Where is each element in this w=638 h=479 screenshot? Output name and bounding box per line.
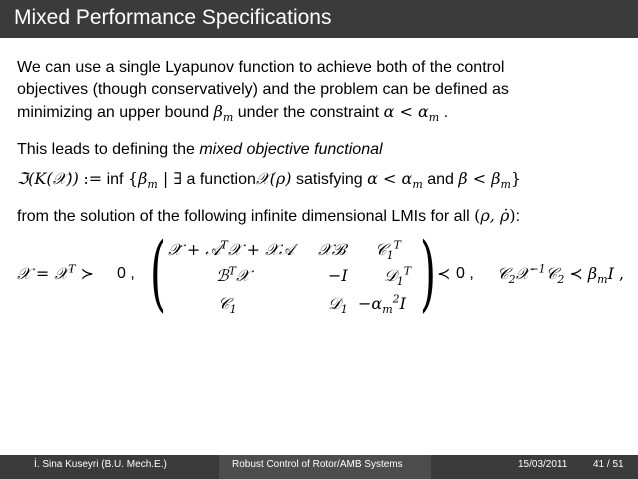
alpha-lt-alpham: $\alpha < \alpha_m$ xyxy=(367,169,423,192)
para3-text: from the solution of the following infinite dimensional LMIs for all xyxy=(17,208,470,225)
matrix-r3c3: $-\alpha_m^2I$ xyxy=(358,292,406,317)
title-bar xyxy=(0,0,638,38)
footer-author: İ. Sina Kuseyri (B.U. Mech.E.) xyxy=(34,459,167,470)
para3: from the solution of the following infinite dimensional LMIs for all (ρ, ρ̇): xyxy=(17,206,521,225)
lmi-third: 𝒞$_2$𝒳$^{-1}$𝒞$_2$ ≺ $\beta_mI$ , xyxy=(497,262,625,287)
footer-bar xyxy=(0,455,638,479)
matrix-left-paren: ( xyxy=(150,226,166,321)
para1-line2: objectives (though conservatively) and the problem can be defined as xyxy=(17,81,509,98)
functional-definition xyxy=(17,169,521,190)
para2-emphasis: mixed objective functional xyxy=(199,141,383,158)
func-text2: satisfying xyxy=(296,171,363,188)
lmi-zero-1: 0 , xyxy=(117,265,135,282)
func-and: and xyxy=(427,171,454,188)
x-of-rho: 𝒳(ρ) xyxy=(255,169,292,188)
para1-line3 xyxy=(17,102,448,123)
matrix-right-paren: ) xyxy=(420,226,436,321)
para2 xyxy=(17,140,383,160)
matrix-r3c2: 𝒟$_1$ xyxy=(328,294,348,317)
matrix-r2c2: −I xyxy=(328,266,348,285)
para2-pre: This leads to defining the xyxy=(17,141,200,158)
lmi-symmetric: 𝒳 = 𝒳$^T$ ≻ xyxy=(17,262,94,283)
matrix-r1c1: 𝒳̇ + 𝒜$^T$𝒳 + 𝒳𝒜 xyxy=(168,238,295,259)
matrix-r2c1: ℬ$^T$𝒳 xyxy=(216,264,250,285)
matrix-r1c3: 𝒞$_1^T$ xyxy=(375,238,402,263)
footer-page-number: 41 / 51 xyxy=(593,459,624,470)
set-open: {$\beta_m$ | ∃ xyxy=(127,169,183,192)
alpha-constraint: $\alpha < \alpha_m$ xyxy=(383,102,440,125)
matrix-r2c3: 𝒟$_1^T$ xyxy=(384,264,412,289)
para1-line3-pre: minimizing an upper bound xyxy=(17,104,214,121)
footer-date: 15/03/2011 xyxy=(518,459,568,470)
para1-line3-mid: under the constraint xyxy=(233,104,384,121)
inf-text: inf xyxy=(106,171,124,188)
beta-m-symbol: $\beta_m$ xyxy=(213,102,234,125)
matrix-r3c1: 𝒞$_1$ xyxy=(218,294,237,317)
footer-talk-title: Robust Control of Rotor/AMB Systems xyxy=(232,459,403,470)
para1-line3-end: . xyxy=(439,104,449,121)
beta-lt-betam: $\beta < \beta_m$} xyxy=(458,169,522,192)
func-text1: a function xyxy=(186,171,256,188)
slide-title: Mixed Performance Specifications xyxy=(14,6,332,29)
lmi-zero-2: 0 , xyxy=(456,265,474,282)
para1-line1: We can use a single Lyapunov function to achieve both of the control xyxy=(17,59,505,76)
rho-rhodot: (ρ, ρ̇) xyxy=(474,206,516,225)
functional-lhs: ℑ(K(𝒳)) xyxy=(17,169,79,188)
lmi-prec: ≺ xyxy=(437,264,451,283)
matrix-r1c2: 𝒳ℬ xyxy=(318,240,346,259)
defined-as: := xyxy=(83,169,103,188)
